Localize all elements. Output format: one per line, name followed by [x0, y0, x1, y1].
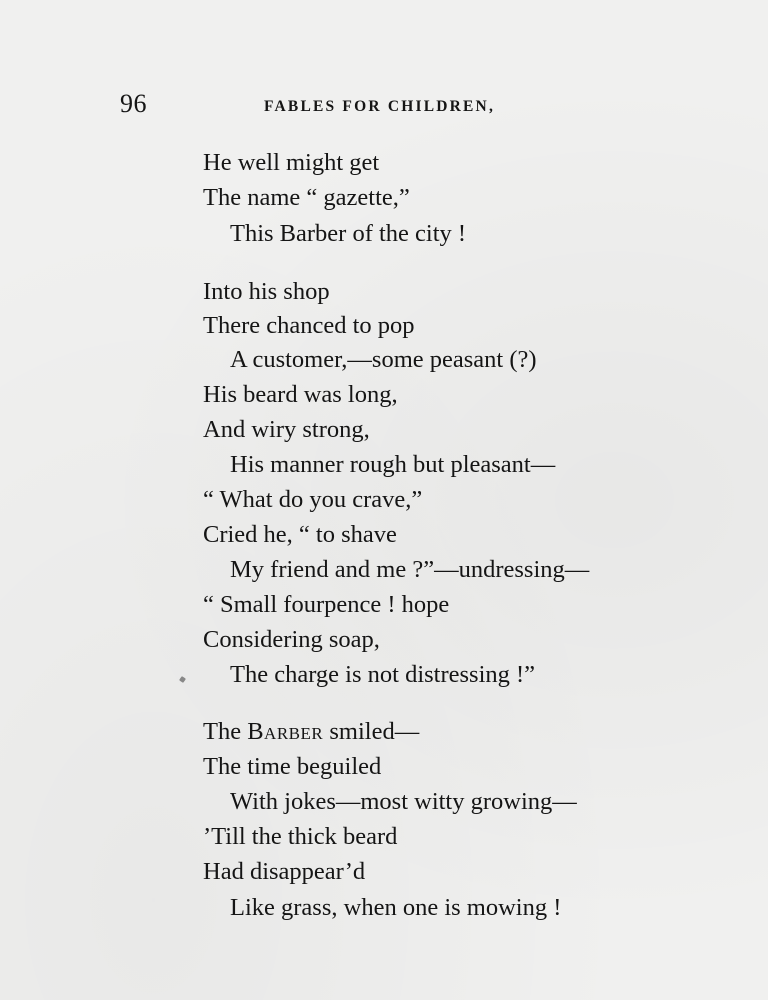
poem-line: “ Small fourpence ! hope	[203, 591, 450, 618]
poem-line: With jokes—most witty growing—	[230, 788, 577, 815]
poem-line: He well might get	[203, 149, 380, 176]
poem-line-with-small-caps	[203, 720, 419, 745]
running-head: FABLES FOR CHILDREN,	[264, 98, 496, 115]
ink-speck	[179, 676, 186, 683]
line-prefix: The	[203, 718, 248, 745]
poem-line: Considering soap,	[203, 626, 380, 653]
poem-line: Cried he, “ to shave	[203, 521, 397, 548]
poem-line: The time beguiled	[203, 753, 382, 780]
poem-line: ’Till the thick beard	[203, 823, 398, 850]
line-suffix: smiled—	[323, 718, 420, 745]
poem-line: His manner rough but pleasant—	[230, 451, 556, 478]
poem-line: Into his shop	[203, 278, 330, 305]
poem-line: My friend and me ?”—undressing—	[230, 556, 590, 583]
small-caps-word: Barber	[247, 718, 324, 745]
page-number: 96	[120, 89, 147, 118]
poem-line: The charge is not distressing !”	[230, 661, 536, 688]
poem-line: Had disappear’d	[203, 858, 366, 885]
poem-line: And wiry strong,	[203, 416, 370, 443]
poem-line: Like grass, when one is mowing !	[230, 894, 562, 921]
poem-line: A customer,—some peasant (?)	[230, 346, 537, 373]
poem-line: His beard was long,	[203, 381, 398, 408]
poem-line: This Barber of the city !	[230, 220, 467, 247]
poem-line: The name “ gazette,”	[203, 184, 410, 211]
poem-line: There chanced to pop	[203, 312, 415, 339]
poem-line: “ What do you crave,”	[203, 486, 423, 513]
